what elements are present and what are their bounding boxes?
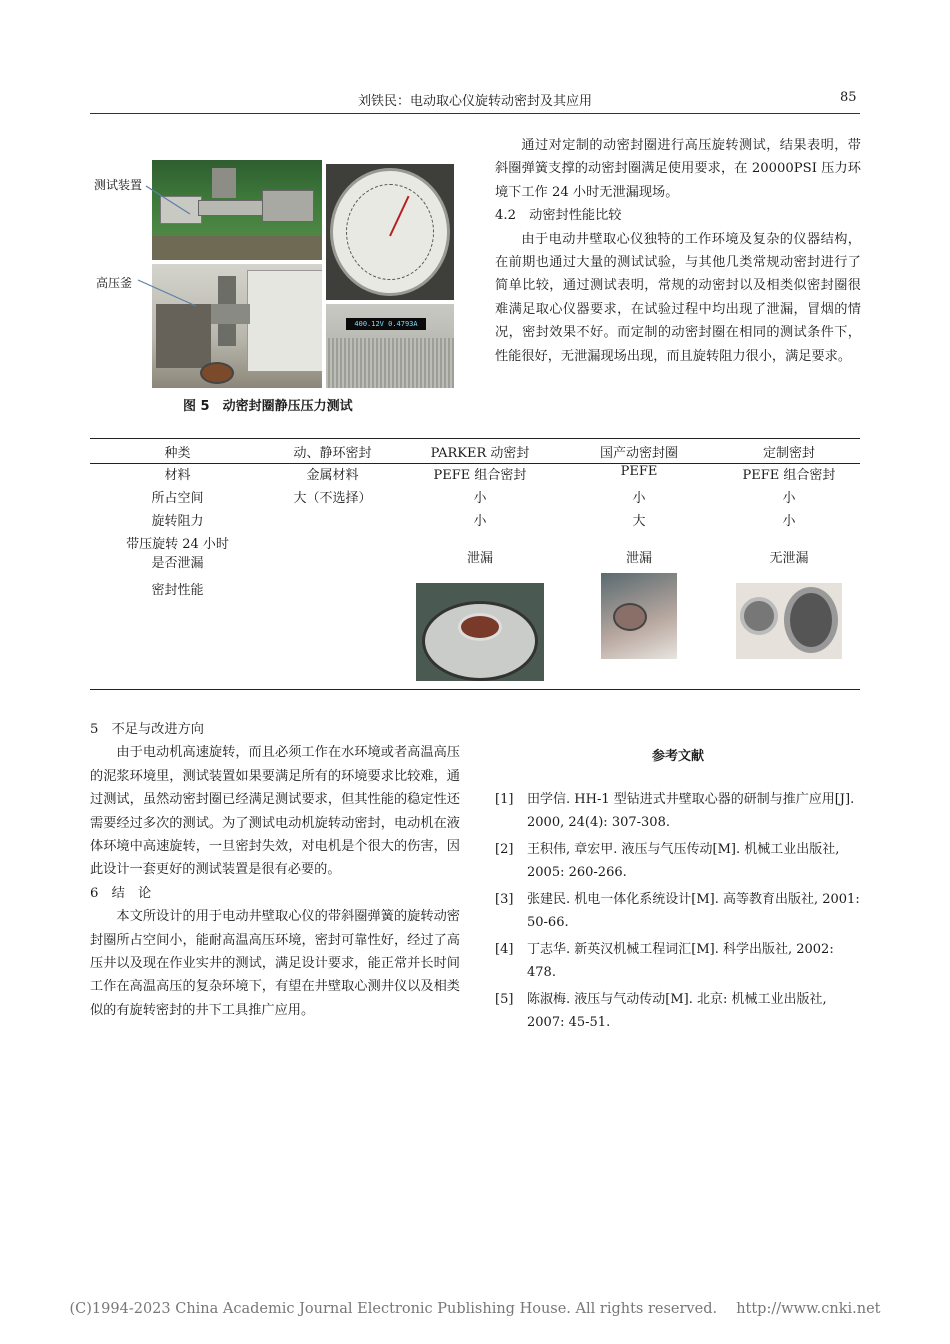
paragraph-improvements: 由于电动机高速旋转，而且必须工作在水环境或者高温高压的泥浆环境里，测试装置如果要满足所有的环境要求比较难，通过测试，虽然动密封圈已经满足测试要求，但其性能的稳定性还需要经过多次的测试。为了测试电动机旋转动密封，电动机在液体环境中高速旋转，一旦密封失效，对电机是个很大的伤害，因此设计一套更好的测试装置是很有必要的。 [90,745,460,878]
table-header: PARKER 动密封 [400,439,560,464]
paragraph-test-result: 通过对定制的动密封圈进行高压旋转测试，结果表明，带斜圈弹簧支撑的动密封圈满足使用要求，在 20000PSI 压力环境下工作 24 小时无泄漏现场。 [495,138,861,200]
table-cell: 无泄漏 [769,550,809,566]
reference-text: 丁志华. 新英汉机械工程词汇[M]. 科学出版社, 2002: 478. [527,942,834,980]
page-number: 85 [840,90,857,105]
section-5-heading: 5 不足与改进方向 [90,722,204,737]
table-cell [265,533,400,579]
table-row-photos [90,579,860,690]
references-title: 参考文献 [651,749,704,764]
table-header: 国产动密封圈 [560,439,718,464]
figure-5-caption: 图 5 动密封圈静压压力测试 [183,399,353,414]
reference-item [495,938,865,984]
reference-item [495,838,865,884]
table-cell: 小 [473,514,487,529]
right-column [495,134,861,368]
table-header-row [90,439,860,464]
table-cell: 大 [632,514,646,529]
table-cell: PEFE 组合密封 [433,468,527,483]
table-cell: 大（不选择） [293,491,372,506]
reference-text: 陈淑梅. 液压与气动传动[M]. 北京: 机械工业出版社, 2007: 45-51. [527,992,827,1030]
reference-number: [1] [495,792,514,807]
reference-item [495,888,865,934]
photo-parker-seal [416,583,544,681]
reference-text: 田学信. HH-1 型钻进式井壁取心器的研制与推广应用[J]. 2000, 24(4): 307-308. [527,792,855,830]
table-cell: 泄漏 [625,550,652,566]
table-cell: 小 [473,491,487,506]
table-cell-photo [400,579,560,690]
reference-text: 王积伟, 章宏甲. 液压与气压传动[M]. 机械工业出版社, 2005: 260-266. [527,842,840,880]
copyright-footer: (C)1994-2023 China Academic Journal Electronic Publishing House. All rights reserved. http://www.cnki.net [69,1301,881,1317]
running-header-title: 刘铁民：电动取心仪旋转动密封及其应用 [357,94,592,109]
left-column [90,718,460,1022]
table-cell: 金属材料 [306,468,359,483]
seal-comparison-table [90,438,860,690]
reference-item [495,988,865,1034]
reference-text: 张建民. 机电一体化系统设计[M]. 高等教育出版社, 2001: 50-66. [527,892,860,930]
table-cell: 小 [632,491,646,506]
table-header: 动、静环密封 [265,439,400,464]
paragraph-conclusion: 本文所设计的用于电动井壁取心仪的带斜圈弹簧的旋转动密封圈所占空间小，能耐高温高压环境，密封可靠性好，经过了高压井以及现在作业实井的测试，满足设计要求，能正常并长时间工作在高温高压的复杂环境下，有望在井壁取心测井仪以及相类似的有旋转密封的井下工具推广应用。 [90,909,460,1018]
figure-5 [90,136,460,388]
table-cell-empty [265,579,400,690]
label-test-device: 测试装置 [94,178,143,192]
table-cell: 泄漏 [466,550,493,566]
header-rule [90,113,860,114]
table-header: 种类 [90,439,265,464]
table-cell: 密封性能 [90,579,265,690]
table-cell: PEFE [620,464,658,479]
leak-label-line2: 是否泄漏 [151,556,204,571]
table-cell-leak-label [90,533,265,579]
photo-custom-seal [736,583,842,659]
label-autoclave: 高压釜 [96,276,133,290]
table-cell-photo [560,579,718,690]
reference-number: [3] [495,892,514,907]
table-cell: 材料 [164,468,191,483]
table-row [90,464,860,488]
section-6-heading: 6 结 论 [90,885,152,901]
leak-label-line1: 带压旋转 24 小时 [126,537,229,552]
table-header: 定制密封 [718,439,860,464]
reference-number: [4] [495,942,514,957]
paragraph-comparison: 由于电动井壁取心仪独特的工作环境及复杂的仪器结构，在前期也通过大量的测试试验，与其他几类常规动密封进行了简单比较，通过测试表明，常规的动密封以及相类似密封圈很难满足取心仪器要求，在试验过程中均出现了泄漏，冒烟的情况，密封效果不好。而定制的动密封圈在相同的测试条件下，性能很好，无泄漏现场出现，而且旋转阻力很小，满足要求。 [495,231,861,364]
table-cell: PEFE 组合密封 [742,468,836,483]
table-cell [265,510,400,533]
section-4-2-heading: 4.2 动密封性能比较 [495,208,622,224]
table-row [90,510,860,533]
figure-arrows [90,136,460,388]
reference-number: [2] [495,842,514,857]
table-cell: 小 [782,491,796,506]
power-readout: 400.12V 0.4793A [346,318,426,330]
references-list [495,788,865,1038]
photo-domestic-seal [601,573,677,659]
table-cell: 所占空间 [151,491,204,506]
reference-number: [5] [495,992,514,1007]
table-cell: 小 [782,514,796,529]
table-row [90,487,860,510]
table-row-leak [90,533,860,579]
table-cell-photo [718,579,860,690]
table-cell: 旋转阻力 [151,514,204,529]
reference-item [495,788,865,834]
